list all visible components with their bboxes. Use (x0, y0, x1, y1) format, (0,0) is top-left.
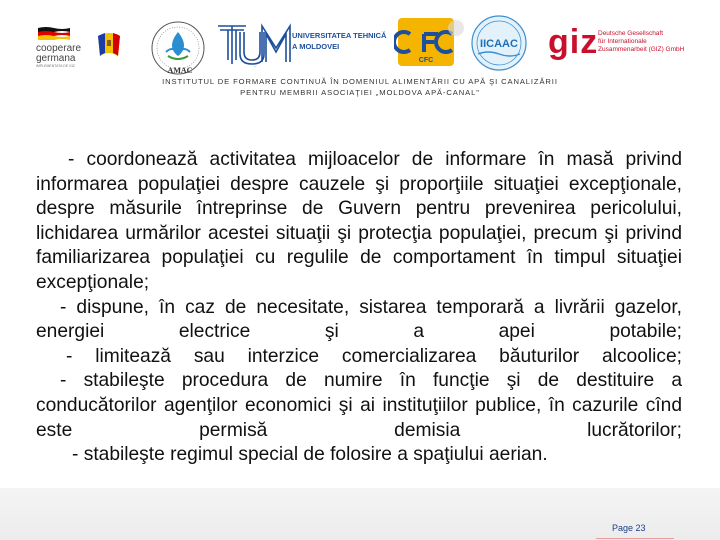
paragraph-utility-suspension: - dispune, în caz de necesitate, sistarea temporară a livrării gazelor, energiei electrice şi a apei potabile; (36, 296, 682, 343)
giz-sub-line1: Deutsche Gesellschaft (598, 30, 664, 37)
cooperation-text (36, 44, 96, 69)
cfc-emblem-icon (394, 14, 464, 70)
utm-text (292, 30, 386, 52)
moldova-flag-icon (94, 28, 124, 58)
amac-logo (148, 18, 212, 80)
giz-sub-line3: Zusammenarbeit (GIZ) GmbH (598, 46, 685, 53)
cfc-label: CFC (418, 57, 434, 64)
iicaac-emblem-icon (470, 14, 528, 72)
iicaac-logo (470, 14, 528, 72)
giz-wordmark: giz (548, 23, 599, 61)
cooperation-label: cooperare germana (36, 43, 82, 64)
iicaac-label: IICAAC (480, 38, 518, 50)
utm-line1: UNIVERSITATEA TEHNICĂ (292, 31, 387, 40)
header (0, 0, 720, 100)
giz-logo (548, 22, 698, 70)
utm-mark-text: UTM (254, 67, 257, 68)
institute-title-line1: INSTITUTUL DE FORMARE CONTINUĂ ÎN DOMENIUL ALIMENTĂRII CU APĂ ŞI CANALIZĂRII (162, 77, 558, 86)
cfc-logo (394, 14, 464, 70)
paragraph-management-appointment: - stabileşte procedura de numire în funcţie şi de destituire a conducătorilor agenţilor economici şi ai instituţiilor publice, în cazurile cînd este permisă demisia lucrătorilor; (36, 370, 682, 441)
paragraph-airspace-regime: - stabileşte regimul special de folosire a spaţiului aerian. (72, 444, 548, 466)
giz-sub-line2: für Internationale (598, 38, 647, 45)
slide-body (36, 148, 682, 468)
paragraph-alcohol-restriction: - limitează sau interzice comercializarea băuturilor alcoolice; (66, 345, 682, 367)
cooperation-sub-label: IMPLEMENTATA DE GIZ (36, 64, 75, 68)
page-number-underline (596, 538, 674, 539)
page-number: Page 23 (612, 523, 646, 533)
utm-logo (216, 18, 388, 68)
utm-monogram-icon (216, 18, 292, 68)
paragraph-media-coordination: - coordonează activitatea mijloacelor de informare în masă privind informarea populaţiei despre cauzele şi proporţiile situaţiei excepţionale, despre măsurile întreprinse de Guvern pentru prevenirea pericolului, lichidarea urmărilor acestei situaţii şi protecţia populaţiei, precum şi privind familiarizarea populaţiei cu regulile de comportament în timpul situaţiei excepţionale; (36, 149, 682, 293)
utm-line2: A MOLDOVEI (292, 42, 340, 51)
amac-label: AMAC (167, 66, 193, 75)
german-flag-icon (38, 26, 70, 40)
institute-title-line2: PENTRU MEMBRII ASOCIAŢIEI „MOLDOVA APĂ-CANAL" (240, 88, 480, 97)
giz-subtitle (598, 30, 684, 54)
amac-emblem-icon (148, 18, 212, 80)
cooperare-germana-logo (36, 18, 128, 80)
